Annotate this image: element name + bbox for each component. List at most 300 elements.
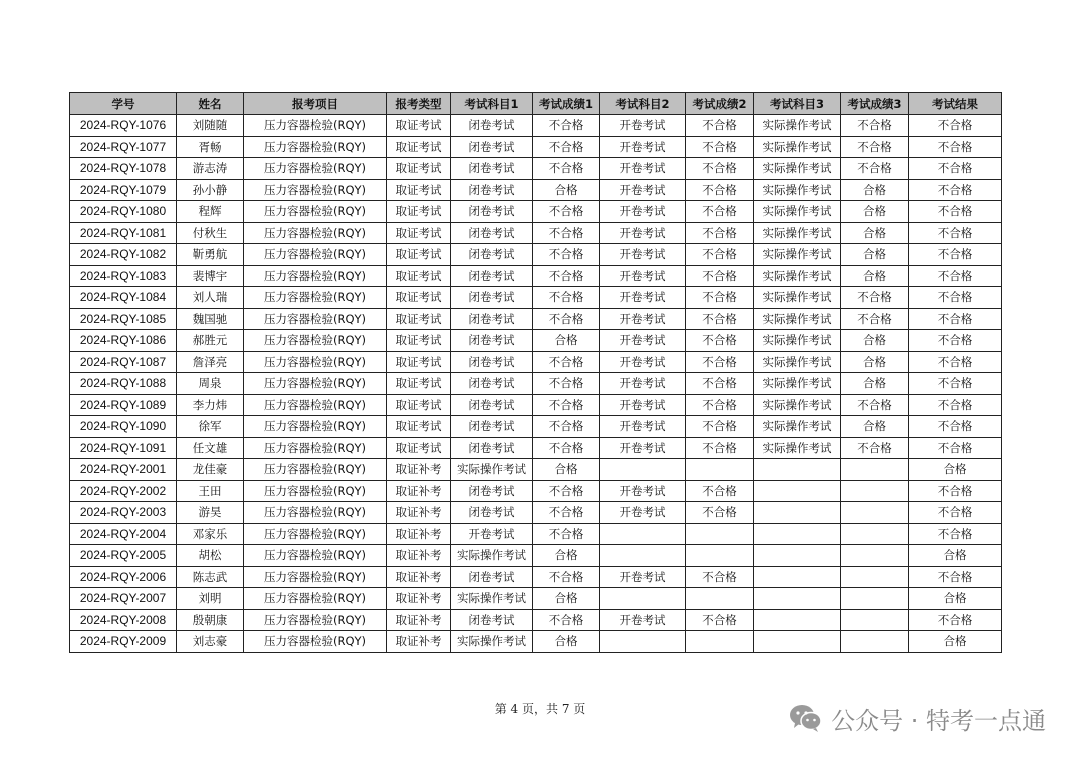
table-cell: 合格 (841, 222, 909, 244)
table-row (70, 609, 1002, 631)
table-cell: 开卷考试 (600, 222, 686, 244)
table-cell: 2024-RQY-2009 (70, 631, 177, 653)
table-cell (600, 588, 686, 610)
column-header: 考试科目1 (451, 93, 533, 115)
table-cell (754, 545, 841, 567)
table-cell: 闭卷考试 (451, 373, 533, 395)
table-cell (754, 459, 841, 481)
table-cell (754, 631, 841, 653)
table-cell: 2024-RQY-2004 (70, 523, 177, 545)
table-cell: 闭卷考试 (451, 609, 533, 631)
table-cell: 开卷考试 (600, 480, 686, 502)
table-cell: 实际操作考试 (754, 222, 841, 244)
table-cell: 任文雄 (177, 437, 244, 459)
table-cell: 刘随随 (177, 115, 244, 137)
column-header: 报考类型 (387, 93, 451, 115)
table-cell: 闭卷考试 (451, 115, 533, 137)
table-cell: 周泉 (177, 373, 244, 395)
table-cell: 不合格 (686, 416, 754, 438)
table-row (70, 158, 1002, 180)
table-cell: 不合格 (533, 609, 600, 631)
table-cell (754, 523, 841, 545)
table-cell: 闭卷考试 (451, 222, 533, 244)
table-cell: 不合格 (533, 115, 600, 137)
table-row (70, 308, 1002, 330)
table-cell: 实际操作考试 (754, 437, 841, 459)
table-cell: 龙佳豪 (177, 459, 244, 481)
table-cell: 不合格 (909, 394, 1002, 416)
table-cell: 闭卷考试 (451, 566, 533, 588)
table-cell: 王田 (177, 480, 244, 502)
table-cell: 合格 (841, 373, 909, 395)
table-cell: 闭卷考试 (451, 502, 533, 524)
table-cell: 压力容器检验(RQY) (244, 609, 387, 631)
table-cell: 2024-RQY-1089 (70, 394, 177, 416)
table-cell: 不合格 (841, 308, 909, 330)
table-row (70, 566, 1002, 588)
column-header: 姓名 (177, 93, 244, 115)
table-cell: 2024-RQY-1082 (70, 244, 177, 266)
table-cell: 不合格 (909, 609, 1002, 631)
table-cell: 不合格 (686, 222, 754, 244)
table-cell: 压力容器检验(RQY) (244, 351, 387, 373)
table-row (70, 480, 1002, 502)
table-cell: 游昊 (177, 502, 244, 524)
table-cell: 取证考试 (387, 115, 451, 137)
table-cell: 不合格 (533, 502, 600, 524)
table-cell (686, 523, 754, 545)
column-header: 考试结果 (909, 93, 1002, 115)
table-cell: 不合格 (686, 287, 754, 309)
table-row (70, 437, 1002, 459)
table-cell: 不合格 (686, 201, 754, 223)
table-cell: 不合格 (686, 265, 754, 287)
table-cell: 开卷考试 (600, 373, 686, 395)
watermark (789, 700, 1046, 736)
table-cell: 取证补考 (387, 502, 451, 524)
table-cell (754, 480, 841, 502)
table-cell: 压力容器检验(RQY) (244, 287, 387, 309)
table-cell: 殷朝康 (177, 609, 244, 631)
table-cell (841, 566, 909, 588)
table-cell: 邓家乐 (177, 523, 244, 545)
table-cell: 不合格 (909, 437, 1002, 459)
table-cell: 压力容器检验(RQY) (244, 136, 387, 158)
table-cell: 不合格 (533, 480, 600, 502)
table-cell: 取证考试 (387, 244, 451, 266)
table-cell: 不合格 (841, 115, 909, 137)
table-cell: 2024-RQY-2001 (70, 459, 177, 481)
table-cell: 闭卷考试 (451, 416, 533, 438)
table-cell: 合格 (841, 244, 909, 266)
table-cell: 不合格 (909, 201, 1002, 223)
column-header: 考试成绩3 (841, 93, 909, 115)
table-cell (600, 523, 686, 545)
table-cell: 实际操作考试 (451, 631, 533, 653)
table-cell: 实际操作考试 (754, 158, 841, 180)
table-cell: 开卷考试 (600, 136, 686, 158)
table-cell: 取证补考 (387, 631, 451, 653)
table-cell: 合格 (909, 588, 1002, 610)
table-cell: 开卷考试 (600, 179, 686, 201)
table-cell: 压力容器检验(RQY) (244, 566, 387, 588)
table-row (70, 416, 1002, 438)
column-header: 学号 (70, 93, 177, 115)
column-header: 报考项目 (244, 93, 387, 115)
column-header: 考试科目2 (600, 93, 686, 115)
table-cell: 开卷考试 (600, 201, 686, 223)
table-cell: 不合格 (533, 373, 600, 395)
table-cell: 不合格 (533, 222, 600, 244)
table-row (70, 588, 1002, 610)
table-cell: 合格 (841, 330, 909, 352)
wechat-icon (789, 703, 823, 733)
table-cell: 2024-RQY-1088 (70, 373, 177, 395)
table-cell: 2024-RQY-1079 (70, 179, 177, 201)
table-cell: 不合格 (533, 394, 600, 416)
table-cell: 取证考试 (387, 330, 451, 352)
table-cell: 不合格 (909, 222, 1002, 244)
table-cell: 不合格 (909, 373, 1002, 395)
table-cell: 开卷考试 (600, 416, 686, 438)
table-cell: 取证补考 (387, 566, 451, 588)
table-cell: 压力容器检验(RQY) (244, 631, 387, 653)
table-cell: 取证补考 (387, 588, 451, 610)
table-cell: 不合格 (909, 179, 1002, 201)
table-cell: 游志涛 (177, 158, 244, 180)
table-cell: 孙小静 (177, 179, 244, 201)
table-cell: 刘人瑞 (177, 287, 244, 309)
table-cell: 2024-RQY-1078 (70, 158, 177, 180)
table-cell: 开卷考试 (600, 502, 686, 524)
table-cell: 不合格 (533, 351, 600, 373)
table-cell: 实际操作考试 (754, 244, 841, 266)
table-cell: 不合格 (841, 437, 909, 459)
table-cell: 2024-RQY-1084 (70, 287, 177, 309)
table-cell: 2024-RQY-1085 (70, 308, 177, 330)
table-cell (841, 502, 909, 524)
table-cell: 2024-RQY-1080 (70, 201, 177, 223)
table-cell: 不合格 (909, 523, 1002, 545)
table-cell (841, 631, 909, 653)
table-row (70, 222, 1002, 244)
table-cell: 取证考试 (387, 394, 451, 416)
table-cell: 不合格 (686, 373, 754, 395)
table-cell: 闭卷考试 (451, 244, 533, 266)
table-cell: 开卷考试 (600, 351, 686, 373)
table-cell (686, 545, 754, 567)
table-cell: 开卷考试 (600, 158, 686, 180)
table-cell: 闭卷考试 (451, 287, 533, 309)
table-cell: 取证补考 (387, 609, 451, 631)
table-cell: 不合格 (686, 158, 754, 180)
table-cell: 实际操作考试 (451, 545, 533, 567)
table-cell: 压力容器检验(RQY) (244, 244, 387, 266)
table-cell: 不合格 (841, 394, 909, 416)
table-cell: 压力容器检验(RQY) (244, 502, 387, 524)
table-cell: 不合格 (533, 416, 600, 438)
table-cell: 合格 (841, 179, 909, 201)
table-cell: 不合格 (909, 416, 1002, 438)
table-cell: 实际操作考试 (754, 136, 841, 158)
table-cell: 闭卷考试 (451, 308, 533, 330)
table-cell: 压力容器检验(RQY) (244, 179, 387, 201)
table-cell: 合格 (533, 588, 600, 610)
table-cell: 闭卷考试 (451, 351, 533, 373)
table-cell: 不合格 (533, 523, 600, 545)
table-cell: 闭卷考试 (451, 136, 533, 158)
table-cell: 闭卷考试 (451, 201, 533, 223)
table-cell: 不合格 (533, 566, 600, 588)
table-cell: 2024-RQY-1076 (70, 115, 177, 137)
table-cell: 2024-RQY-1081 (70, 222, 177, 244)
table-row (70, 373, 1002, 395)
table-cell: 实际操作考试 (754, 287, 841, 309)
table-cell: 2024-RQY-1086 (70, 330, 177, 352)
column-header: 考试科目3 (754, 93, 841, 115)
table-header-row (70, 93, 1002, 115)
table-cell: 开卷考试 (600, 437, 686, 459)
table-cell: 不合格 (686, 308, 754, 330)
table-cell: 刘志豪 (177, 631, 244, 653)
table-cell: 不合格 (533, 265, 600, 287)
table-cell: 不合格 (841, 136, 909, 158)
table-cell (686, 631, 754, 653)
table-cell: 2024-RQY-2002 (70, 480, 177, 502)
table-cell: 压力容器检验(RQY) (244, 373, 387, 395)
table-cell: 合格 (533, 545, 600, 567)
table-cell: 不合格 (686, 394, 754, 416)
table-cell: 压力容器检验(RQY) (244, 308, 387, 330)
table-cell: 合格 (841, 201, 909, 223)
table-cell: 取证考试 (387, 265, 451, 287)
table-row (70, 351, 1002, 373)
table-cell: 不合格 (686, 566, 754, 588)
table-cell: 闭卷考试 (451, 265, 533, 287)
table-cell: 开卷考试 (600, 244, 686, 266)
table-cell: 不合格 (533, 287, 600, 309)
table-cell: 2024-RQY-1083 (70, 265, 177, 287)
table-cell (754, 588, 841, 610)
table-cell: 不合格 (909, 158, 1002, 180)
table-cell: 不合格 (909, 480, 1002, 502)
column-header: 考试成绩1 (533, 93, 600, 115)
table-cell: 2024-RQY-1091 (70, 437, 177, 459)
table-cell: 不合格 (533, 308, 600, 330)
table-cell: 开卷考试 (600, 308, 686, 330)
table-cell: 不合格 (686, 330, 754, 352)
table-cell: 不合格 (909, 502, 1002, 524)
table-cell: 裴博宇 (177, 265, 244, 287)
table-cell: 闭卷考试 (451, 394, 533, 416)
table-cell: 不合格 (533, 201, 600, 223)
table-cell: 取证补考 (387, 480, 451, 502)
table-cell (841, 480, 909, 502)
table-cell: 不合格 (686, 351, 754, 373)
table-cell: 陈志武 (177, 566, 244, 588)
table-row (70, 287, 1002, 309)
table-cell: 压力容器检验(RQY) (244, 416, 387, 438)
table-cell: 闭卷考试 (451, 179, 533, 201)
table-cell: 压力容器检验(RQY) (244, 222, 387, 244)
table-cell: 合格 (533, 459, 600, 481)
table-cell: 开卷考试 (600, 609, 686, 631)
table-row (70, 631, 1002, 653)
table-cell: 不合格 (909, 244, 1002, 266)
table-cell: 取证考试 (387, 201, 451, 223)
table-cell: 不合格 (909, 136, 1002, 158)
table-cell: 合格 (533, 179, 600, 201)
table-cell: 压力容器检验(RQY) (244, 437, 387, 459)
table-cell: 压力容器检验(RQY) (244, 480, 387, 502)
table-cell: 压力容器检验(RQY) (244, 330, 387, 352)
table-cell: 不合格 (533, 158, 600, 180)
table-cell: 靳勇航 (177, 244, 244, 266)
table-cell: 程辉 (177, 201, 244, 223)
table-cell (600, 631, 686, 653)
table-cell: 取证补考 (387, 523, 451, 545)
table-cell: 压力容器检验(RQY) (244, 588, 387, 610)
table-cell: 不合格 (533, 437, 600, 459)
table-cell (841, 545, 909, 567)
table-cell: 实际操作考试 (754, 308, 841, 330)
table-cell: 合格 (533, 631, 600, 653)
table-cell: 不合格 (686, 115, 754, 137)
table-cell: 取证考试 (387, 179, 451, 201)
table-row (70, 136, 1002, 158)
table-row (70, 502, 1002, 524)
table-cell: 开卷考试 (600, 265, 686, 287)
table-cell: 合格 (909, 631, 1002, 653)
table-cell: 不合格 (909, 566, 1002, 588)
table-cell: 取证补考 (387, 459, 451, 481)
watermark-text: 公众号 · 特考一点通 (831, 706, 1046, 735)
table-cell: 取证考试 (387, 373, 451, 395)
table-row (70, 330, 1002, 352)
table-cell: 闭卷考试 (451, 158, 533, 180)
table-cell: 不合格 (686, 480, 754, 502)
page-number: 第 4 页，共 7 页 (494, 702, 586, 716)
table-row (70, 394, 1002, 416)
table-cell (841, 609, 909, 631)
table-cell: 压力容器检验(RQY) (244, 201, 387, 223)
table-cell: 不合格 (686, 244, 754, 266)
table-cell: 合格 (841, 416, 909, 438)
table-cell: 不合格 (909, 115, 1002, 137)
table-cell: 詹泽亮 (177, 351, 244, 373)
table-cell: 开卷考试 (600, 330, 686, 352)
table-cell: 压力容器检验(RQY) (244, 394, 387, 416)
table-cell: 取证考试 (387, 351, 451, 373)
table-cell (600, 459, 686, 481)
table-cell (754, 566, 841, 588)
score-table (69, 92, 1002, 653)
table-cell: 2024-RQY-1087 (70, 351, 177, 373)
table-row (70, 459, 1002, 481)
table-cell: 取证补考 (387, 545, 451, 567)
table-cell: 实际操作考试 (754, 351, 841, 373)
table-row (70, 179, 1002, 201)
table-cell: 2024-RQY-2005 (70, 545, 177, 567)
table-cell: 不合格 (686, 179, 754, 201)
table-cell: 压力容器检验(RQY) (244, 459, 387, 481)
table-cell: 压力容器检验(RQY) (244, 523, 387, 545)
table-cell: 不合格 (909, 265, 1002, 287)
table-cell: 不合格 (909, 308, 1002, 330)
table-cell: 开卷考试 (600, 566, 686, 588)
table-cell: 实际操作考试 (451, 588, 533, 610)
table-cell: 取证考试 (387, 437, 451, 459)
table-cell: 2024-RQY-1090 (70, 416, 177, 438)
table-cell: 不合格 (686, 437, 754, 459)
table-cell (754, 502, 841, 524)
table-cell: 实际操作考试 (754, 265, 841, 287)
table-cell: 胡松 (177, 545, 244, 567)
table-cell: 取证考试 (387, 416, 451, 438)
table-cell: 不合格 (533, 136, 600, 158)
table-cell: 开卷考试 (451, 523, 533, 545)
table-cell: 2024-RQY-2007 (70, 588, 177, 610)
table-cell: 合格 (841, 265, 909, 287)
table-cell (841, 588, 909, 610)
table-cell: 魏国驰 (177, 308, 244, 330)
table-cell: 郝胜元 (177, 330, 244, 352)
table-cell: 胥畅 (177, 136, 244, 158)
table-cell: 不合格 (841, 158, 909, 180)
table-cell: 付秋生 (177, 222, 244, 244)
table-cell: 闭卷考试 (451, 330, 533, 352)
table-cell: 实际操作考试 (754, 416, 841, 438)
table-cell: 开卷考试 (600, 115, 686, 137)
table-cell: 不合格 (686, 609, 754, 631)
table-cell: 2024-RQY-1077 (70, 136, 177, 158)
table-cell: 李力炜 (177, 394, 244, 416)
table-row (70, 265, 1002, 287)
table-cell: 不合格 (909, 351, 1002, 373)
table-cell (686, 459, 754, 481)
table-body (70, 115, 1002, 653)
table-cell: 2024-RQY-2003 (70, 502, 177, 524)
table-cell (600, 545, 686, 567)
table-cell: 取证考试 (387, 158, 451, 180)
table-cell (841, 523, 909, 545)
table-cell: 2024-RQY-2006 (70, 566, 177, 588)
table-row (70, 545, 1002, 567)
table-cell: 实际操作考试 (754, 179, 841, 201)
table-cell: 徐军 (177, 416, 244, 438)
table-row (70, 523, 1002, 545)
table-cell: 取证考试 (387, 308, 451, 330)
table-cell: 取证考试 (387, 287, 451, 309)
table-cell: 不合格 (841, 287, 909, 309)
table-cell: 不合格 (909, 287, 1002, 309)
table-cell: 合格 (533, 330, 600, 352)
table-cell: 闭卷考试 (451, 437, 533, 459)
table-cell: 开卷考试 (600, 287, 686, 309)
table-cell: 合格 (909, 459, 1002, 481)
table-row (70, 201, 1002, 223)
table-cell: 2024-RQY-2008 (70, 609, 177, 631)
table-row (70, 244, 1002, 266)
table-cell: 实际操作考试 (754, 115, 841, 137)
table-row (70, 115, 1002, 137)
table-cell: 不合格 (686, 502, 754, 524)
table-cell: 不合格 (686, 136, 754, 158)
table-cell: 压力容器检验(RQY) (244, 265, 387, 287)
table-cell: 实际操作考试 (754, 373, 841, 395)
table-cell: 刘明 (177, 588, 244, 610)
table-cell (686, 588, 754, 610)
